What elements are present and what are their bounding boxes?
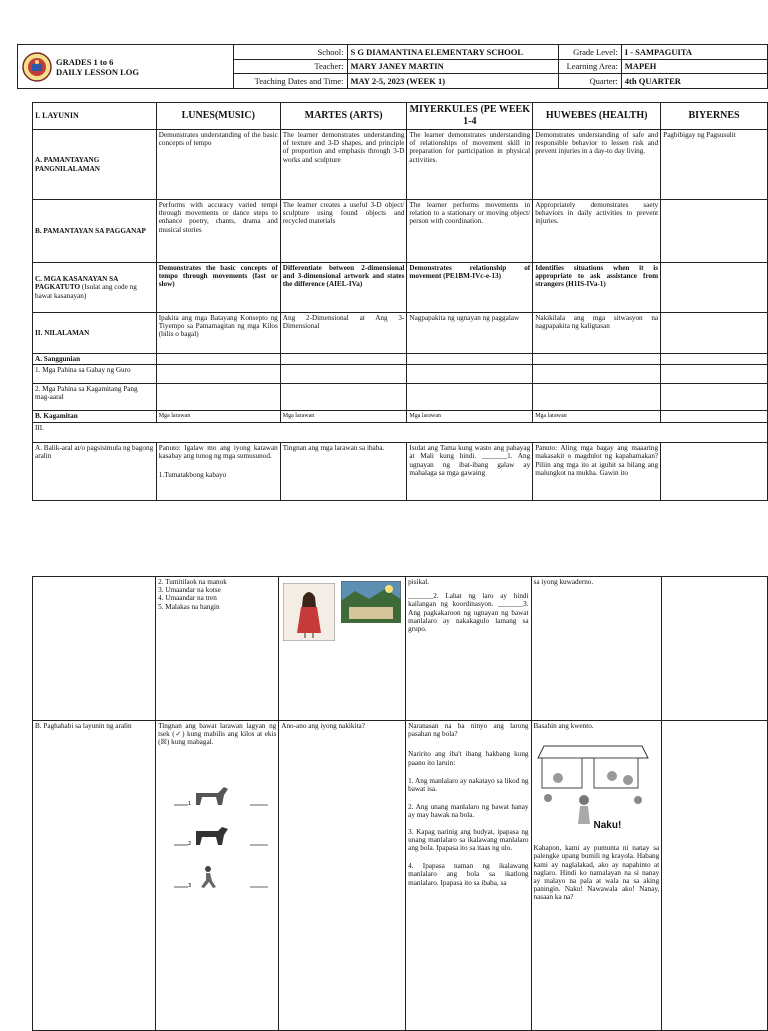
cell-empty xyxy=(661,411,768,423)
cell-ii-fri xyxy=(661,313,768,354)
kasanayan-title: C. MGA KASANAYAN SA PAGKATUTO xyxy=(35,275,118,292)
cell-ii-mon: Ipakita ang mga Batayang Konsepto ng Tiyempo sa Pamamagitan ng mga Kilos (bilis o bagal) xyxy=(156,313,280,354)
col-header-biyernes: BIYERNES xyxy=(661,103,768,130)
cell-a-thu: Demonstrates understanding of safe and responsible behavior to lessen risk and prevent injuries in a day-to day living. xyxy=(533,130,661,200)
dates-value: MAY 2-5, 2023 (WEEK 1) xyxy=(347,74,559,89)
carabao-icon xyxy=(196,827,228,845)
horse-icon xyxy=(196,787,228,805)
row-label-kagamitang-mag-aaral: 2. Mga Pahina sa Kagamitang Pang mag-aaral xyxy=(33,384,157,411)
cell-c-thu: Identifies situations when it is appropriate to ask assistance from strangers (H1IS-IVa-1) xyxy=(533,263,661,313)
market-scene-image xyxy=(534,738,652,838)
cell-kag-tue: Mga larawan xyxy=(280,411,407,423)
cell-empty xyxy=(156,365,280,384)
area-label: Learning Area: xyxy=(559,59,622,74)
grade-label: Grade Level: xyxy=(559,45,622,60)
mon-list-item: 5. Malakas na hangin xyxy=(158,602,220,611)
row-label-pamantayang-nilalaman: A. PAMANTAYANG PANGNILALAMAN xyxy=(33,130,157,200)
mon-list-item: 3. Umaandar na kotse xyxy=(158,586,221,595)
cell-empty xyxy=(661,384,768,411)
row-label-balik-aral: A. Balik-aral at/o pagsisimula ng bagong aralin xyxy=(33,443,157,501)
cell-empty xyxy=(280,365,407,384)
paghahabi-thu-story: Kahapon, kami ay pumunta ni nanay sa palengke upang bumili ng krayola. Habang kami ay naglalakad, ako ay napahinto at naglaro. Hindi ko namalayan na si nanay ay malayo na pala at wala na sa aking paningin. Naku! Nawawala ako! Nanay, nasaan ka na? xyxy=(533,844,660,902)
cell-balik-mon xyxy=(156,443,280,501)
animal-pictures xyxy=(158,781,276,901)
blank-number: 2 xyxy=(188,841,192,847)
girl-drawing-image xyxy=(283,583,335,641)
lesson-table-page1 xyxy=(32,102,768,501)
cell-empty xyxy=(280,354,407,365)
grade-value: I - SAMPAGUITA xyxy=(621,45,767,60)
paghahabi-wed-3: 1. Ang manlalaro ay nakatayo sa likod ng bawat isa. xyxy=(408,776,529,794)
header-title-cell xyxy=(18,45,234,89)
cell-empty xyxy=(156,354,280,365)
row-label-sanggunian: A. Sanggunian xyxy=(33,354,157,365)
cell-empty xyxy=(533,354,661,365)
cell-p2-thu: sa iyong kuwaderno. xyxy=(531,577,662,721)
cell-empty xyxy=(662,577,768,721)
cell-c-tue: Differentiate between 2-dimensional and 3-dimensional artwork and states the difference (AIEL-IVa) xyxy=(280,263,407,313)
cell-paghahabi-wed xyxy=(406,721,531,1031)
teacher-value: MARY JANEY MARTIN xyxy=(347,59,559,74)
row-label-pamantayan-pagganap: B. PAMANTAYAN SA PAGGANAP xyxy=(33,200,157,263)
cell-b-mon: Performs with accuracy varied tempi through movements or dance steps to enhance poetry, chants, drama and musical stories xyxy=(156,200,280,263)
blank-number: 1 xyxy=(188,801,192,807)
cell-empty xyxy=(33,577,156,721)
cell-p2-wed xyxy=(406,577,531,721)
cell-empty xyxy=(661,443,768,501)
paghahabi-wed-6: 4. Ipapasa naman ng ikalawang manlalaro ang bola sa ikatlong manlalaro. Ipapasa ito sa ibaba, sa xyxy=(408,862,529,887)
paghahabi-wed-5: 3. Kapag narinig ang hudyat, ipapasa ng unang manlalaro sa ikalawang manlalaro ang bola. Ipapasa ito sa itaas ng ulo. xyxy=(408,827,529,853)
paghahabi-wed-1: Naranasan na ba ninyo ang larong pasahan ng bola? xyxy=(408,722,529,739)
story-illustration xyxy=(534,738,652,838)
cell-empty xyxy=(662,721,768,1031)
cell-ii-tue: Ang 2-Dimensional at Ang 3-Dimensional xyxy=(280,313,407,354)
cell-paghahabi-tue: Ano-ano ang iyong nakikita? xyxy=(279,721,406,1031)
col-header-layunin: I. LAYUNIN xyxy=(33,103,157,130)
cell-ii-thu: Nakikilala ang mga sitwasyon na nagpapakita ng kaligtasan xyxy=(533,313,661,354)
cell-kag-thu: Mga larawan xyxy=(533,411,661,423)
cell-empty xyxy=(280,384,407,411)
balik-mon-item1: 1.Tumatakbong kabayo xyxy=(158,470,227,479)
cell-empty xyxy=(407,354,533,365)
cell-a-mon: Demonstrates understanding of the basic concepts of tempo xyxy=(156,130,280,200)
kasanayan-subtitle: (Isulat ang code ng bawat kasanayan) xyxy=(35,283,137,300)
wed-cont-2: _______2. Lahat ng laro ay hindi kailangan ng koordinasyon. _______3. Ang pagkakaroon ng ugnayan ng bawat manlalaro ay nakakagulo lamang sa grupo. xyxy=(408,592,529,634)
wed-cont-1: pisikal. xyxy=(408,578,430,586)
row-label-kagamitan: B. Kagamitan xyxy=(33,411,157,423)
cell-c-mon: Demonstrates the basic concepts of tempo through movements (fast or slow) xyxy=(156,263,280,313)
cell-kag-mon: Mga larawan xyxy=(156,411,280,423)
row-label-nilalaman: II. NILALAMAN xyxy=(33,313,157,354)
cell-b-tue: The learner creates a useful 3-D object/ sculpture using found objects and recycled materials xyxy=(280,200,407,263)
cell-empty xyxy=(533,365,661,384)
row-label-paghahabi: B. Paghahabi sa layunin ng aralin xyxy=(33,721,156,1031)
cell-empty xyxy=(407,365,533,384)
paghahabi-wed-4: 2. Ang unang manlalaro ng bawat hanay ay may hawak na bola. xyxy=(408,803,529,820)
cell-balik-tue: Tingnan ang mga larawan sa ibaba. xyxy=(280,443,407,501)
cell-c-fri xyxy=(661,263,768,313)
cell-empty xyxy=(407,384,533,411)
cell-b-fri xyxy=(661,200,768,263)
school-label: School: xyxy=(234,45,347,60)
cell-kag-wed: Mga larawan xyxy=(407,411,533,423)
row-label-kasanayan xyxy=(33,263,157,313)
area-value: MAPEH xyxy=(621,59,767,74)
paghahabi-thu-1: Basahin ang kwento. xyxy=(533,722,594,730)
cell-paghahabi-mon xyxy=(156,721,279,1031)
paghahabi-mon-instruction: Tingnan ang bawat larawan lagyan ng tsek (✓) kung mabilis ang kilos at ekis (☒) kung mabagal. xyxy=(158,722,277,747)
cell-balik-thu: Panuto: Aling mga bagay ang maaaring makasakit o magdulot ng kapahamakan? Piliin ang mga ito at iguhit sa bilang ang malungkot na mukha. Gawin ito xyxy=(533,443,661,501)
cell-balik-wed: Isulat ang Tama kung wasto ang pahayag at Mali kung hindi. _______1. Ang ugnayan ng ibat-ibang galaw ay mahalaga sa mga gawaing xyxy=(407,443,533,501)
dates-label: Teaching Dates and Time: xyxy=(234,74,347,89)
cell-empty xyxy=(533,384,661,411)
naku-caption: Naku! xyxy=(593,820,622,832)
paghahabi-wed-2: Naririto ang iba't ibang hakbang kung paano ito laruin: xyxy=(408,750,529,767)
deped-seal-icon xyxy=(22,52,52,82)
cell-paghahabi-thu xyxy=(531,721,662,1031)
diorama-3d-image xyxy=(341,581,401,623)
teacher-label: Teacher: xyxy=(234,59,347,74)
blank-number: 3 xyxy=(188,883,192,889)
header-title-line1: GRADES 1 to 6 xyxy=(56,56,114,67)
row-label-iii: III. xyxy=(33,423,768,443)
cell-b-thu: Appropriately demonstrates saety behaviors in daily activities to prevent injuries. xyxy=(533,200,661,263)
cell-p2-tue-images xyxy=(279,577,406,721)
quarter-label: Quarter: xyxy=(559,74,622,89)
balik-mon-instruction: Panuto: Igalaw mo ang iyong katawan kasabay ang tunog ng mga sumusunod. xyxy=(158,444,278,461)
col-header-huwebes: HUWEBES (HEALTH) xyxy=(533,103,661,130)
mon-list-item: 2. Tumitilaok na manok xyxy=(158,578,227,586)
cell-c-wed: Demonstrates relationship of movement (PE1BM-IVc-e-13) xyxy=(407,263,533,313)
col-header-lunes: LUNES(MUSIC) xyxy=(156,103,280,130)
cell-ii-wed: Nagpapakita ng ugnayan ng paggalaw xyxy=(407,313,533,354)
cell-a-wed: The learner demonstrates understanding of relationships of movement skill in preparation for participation in physical activities. xyxy=(407,130,533,200)
cell-b-wed: The learner performs movements in relation to a stationary or moving object/ person with coordination. xyxy=(407,200,533,263)
col-header-miyerkules: MIYERKULES (PE WEEK 1-4 xyxy=(407,103,533,130)
cell-empty xyxy=(661,365,768,384)
cell-a-fri: Pagbibigay ng Pagsusulit xyxy=(661,130,768,200)
cell-empty xyxy=(156,384,280,411)
row-label-gabay-guro: 1. Mga Pahina sa Gabay ng Guro xyxy=(33,365,157,384)
col-header-martes: MARTES (ARTS) xyxy=(280,103,407,130)
cell-p2-mon-list xyxy=(156,577,279,721)
lesson-log-header xyxy=(17,44,768,89)
cell-a-tue: The learner demonstrates understanding of texture and 3-D shapes, and principle of proportion and emphasis through 3-D works and sculpture xyxy=(280,130,407,200)
mon-list-item: 4. Umaandar na tren xyxy=(158,594,217,603)
quarter-value: 4th QUARTER xyxy=(621,74,767,89)
header-title-line2: DAILY LESSON LOG xyxy=(56,66,139,77)
lesson-table-page2 xyxy=(32,576,768,1031)
cell-empty xyxy=(661,354,768,365)
running-person-icon xyxy=(201,866,216,888)
school-value: S G DIAMANTINA ELEMENTARY SCHOOL xyxy=(347,45,559,60)
